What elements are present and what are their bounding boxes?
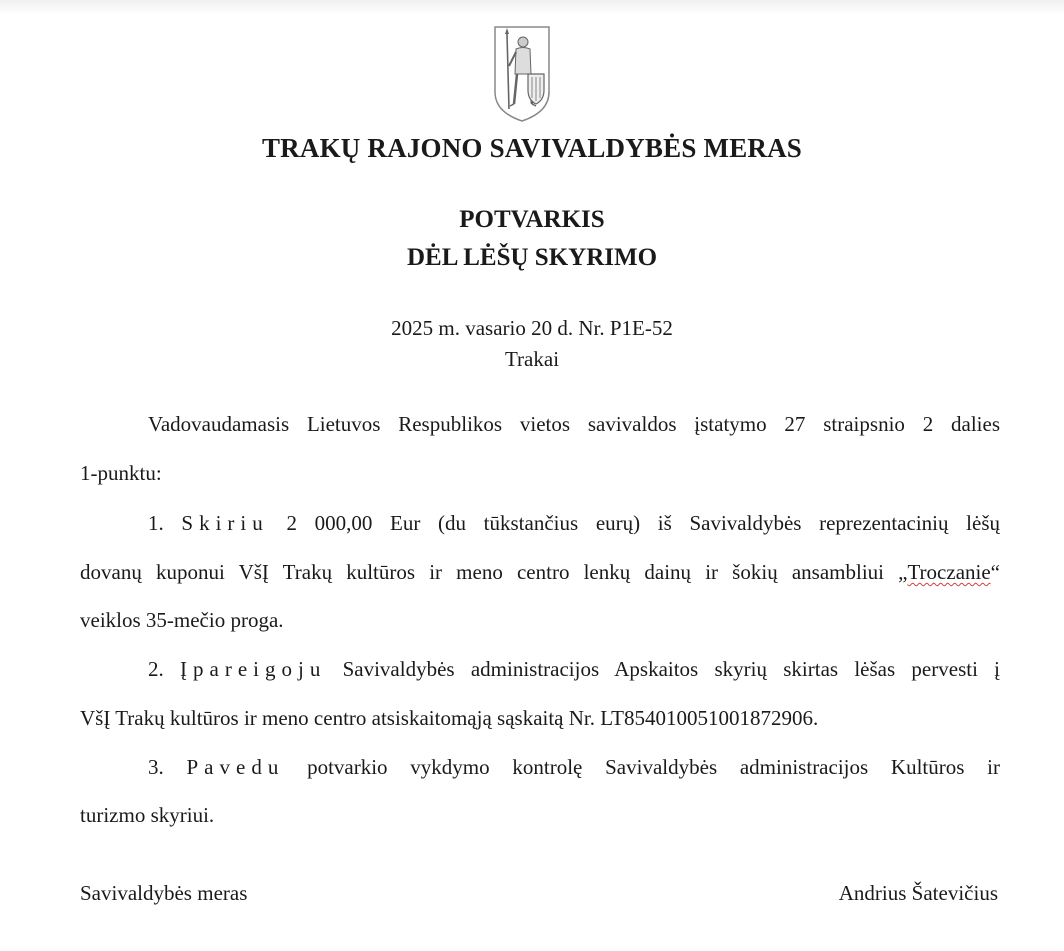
item-2-line-2: VšĮ Trakų kultūros ir meno centro atsiskaitomąją sąskaitą Nr. LT854010051001872906. xyxy=(80,706,819,730)
closing-quote: “ xyxy=(990,560,1000,584)
signature-name xyxy=(839,881,998,906)
item-2-verb: Įpareigoju xyxy=(180,657,327,681)
item-1-line-1 xyxy=(148,511,1000,536)
item-3-text: potvarkio vykdymo kontrolę Savivaldybės administracijos Kultūros ir xyxy=(307,755,1000,779)
item-1-line-2 xyxy=(80,560,1000,585)
signer-name: Andrius Šatevičius xyxy=(838,881,998,905)
document-place: Trakai xyxy=(504,347,560,371)
item-1-verb: Skiriu xyxy=(181,511,269,535)
document-type-heading: POTVARKIS xyxy=(459,206,605,233)
item-2-line-1 xyxy=(148,657,1000,682)
preamble-line-1: Vadovaudamasis Lietuvos Respublikos vietos savivaldos įstatymo 27 straipsnio 2 dalies xyxy=(148,412,1000,436)
institution-heading: TRAKŲ RAJONO SAVIVALDYBĖS MERAS xyxy=(261,133,803,163)
item-3-number: 3. xyxy=(148,755,164,779)
preamble-line-2: 1-punktu: xyxy=(80,461,162,485)
page-top-shadow xyxy=(0,0,1064,14)
coat-of-arms-knight-icon xyxy=(492,24,552,124)
item-3-line-1 xyxy=(148,755,1000,780)
item-2-text: Savivaldybės administracijos Apskaitos skyrių skirtas lėšas pervesti į xyxy=(342,657,1001,681)
document-date-number: 2025 m. vasario 20 d. Nr. P1E-52 xyxy=(391,316,673,340)
item-1-line-2-text: dovanų kuponui VšĮ Trakų kultūros ir meno centro lenkų dainų ir šokių ansambliui „ xyxy=(80,560,908,584)
item-1-line-3: veiklos 35-mečio proga. xyxy=(80,608,284,632)
item-1-text: 2 000,00 Eur (du tūkstančius eurų) iš Savivaldybės reprezentacinių lėšų xyxy=(286,511,1001,535)
item-3-line-2: turizmo skyriui. xyxy=(80,803,215,827)
item-2-number: 2. xyxy=(148,657,164,681)
signature-title: Savivaldybės meras xyxy=(80,881,248,905)
ensemble-name: Troczanie xyxy=(907,560,991,584)
item-1-number: 1. xyxy=(148,511,164,535)
document-subject-heading: DĖL LĖŠŲ SKYRIMO xyxy=(406,244,658,271)
item-3-verb: Pavedu xyxy=(186,755,285,779)
